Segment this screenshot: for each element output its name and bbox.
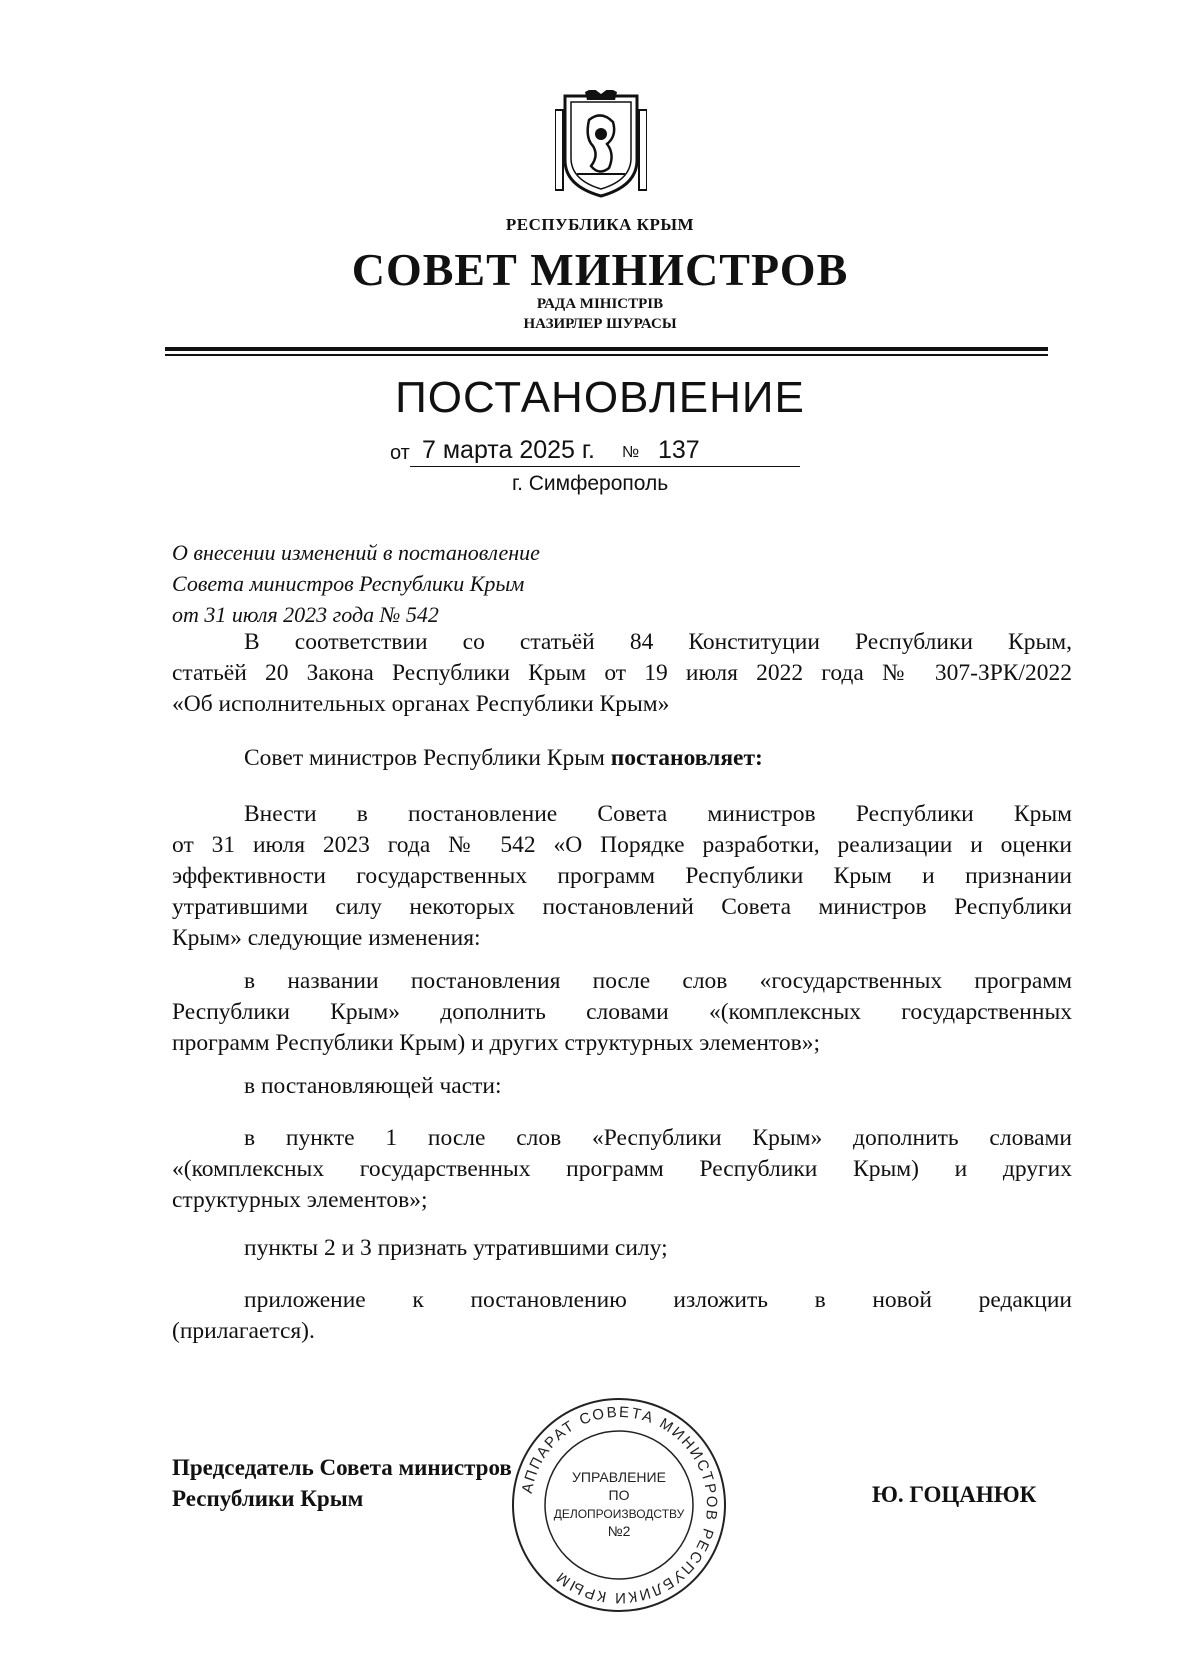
basis-paragraph <box>172 627 1072 720</box>
header-rule-thin <box>165 354 1048 356</box>
stamp-ring-text: АППАРАТ СОВЕТА МИНИСТРОВ РЕСПУБЛИКИ КРЫМ <box>518 1403 721 1607</box>
stamp-line: ДЕЛОПРОИЗВОДСТВУ <box>553 1507 685 1521</box>
svg-text:АППАРАТ СОВЕТА МИНИСТРОВ РЕСПУ <box>519 1404 720 1606</box>
stamp-line: №2 <box>607 1523 631 1539</box>
council-name-ukrainian: РАДА МІНІСТРІВ <box>536 296 664 312</box>
operative-part-paragraph <box>172 1071 1072 1102</box>
point-one-paragraph <box>172 1123 1072 1216</box>
paragraph-line: от 31 июля 2023 года № 542 «О Порядке разработки, реализации и оценки <box>172 832 1072 858</box>
number-prefix: № <box>622 444 640 461</box>
subject-line: О внесении изменений в постановление <box>172 540 540 565</box>
paragraph-line <box>172 743 1072 774</box>
decides-keyword: постановляет: <box>610 745 763 771</box>
paragraph-line: (прилагается). <box>172 1318 315 1344</box>
resolution-city: г. Симферополь <box>512 472 669 495</box>
date-prefix: от <box>390 442 410 464</box>
paragraph-line: Внести в постановление Совета министров Республики Крым <box>244 801 1072 827</box>
paragraph-line: утратившими силу некоторых постановлений Совета министров Республики <box>172 894 1072 920</box>
position-line: Председатель Совета министров <box>172 1455 512 1480</box>
council-name: СОВЕТ МИНИСТРОВ <box>351 244 849 295</box>
paragraph-line: статьёй 20 Закона Республики Крым от 19 июля 2022 года № 307-ЗРК/2022 <box>172 660 1072 686</box>
subject-line: Совета министров Республики Крым <box>172 571 525 596</box>
document-type-title: ПОСТАНОВЛЕНИЕ <box>395 373 805 422</box>
paragraph-line: структурных элементов»; <box>172 1187 428 1213</box>
appendix-paragraph <box>172 1285 1072 1347</box>
official-stamp <box>508 1394 730 1616</box>
decides-text: Совет министров Республики Крым <box>244 745 611 771</box>
council-name-crimean-tatar: НАЗИРЛЕР ШУРАСЫ <box>523 316 677 332</box>
decides-paragraph <box>172 743 1072 774</box>
paragraph-line: приложение к постановлению изложить в новой редакции <box>244 1287 1072 1313</box>
republic-name: РЕСПУБЛИКА КРЫМ <box>505 215 695 234</box>
paragraph-line: программ Республики Крым) и других структурных элементов»; <box>172 1030 821 1056</box>
paragraph-line: эффективности государственных программ Республики Крым и признании <box>172 863 1072 889</box>
resolution-number: 137 <box>658 436 700 464</box>
paragraph-line: «(комплексных государственных программ Республики Крым) и других <box>172 1156 1072 1182</box>
resolution-date: 7 марта 2025 г. <box>422 436 595 464</box>
points-repeal-paragraph <box>172 1233 1072 1264</box>
paragraph-line: В соответствии со статьёй 84 Конституции Республики Крым, <box>244 629 1072 655</box>
resolution-subject <box>172 537 540 630</box>
paragraph-line: Республики Крым» дополнить словами «(комплексных государственных <box>172 999 1072 1025</box>
header-rule-thick <box>165 347 1048 351</box>
paragraph-line: пункты 2 и 3 признать утратившими силу; <box>244 1235 668 1261</box>
stamp-line: ПО <box>608 1487 630 1503</box>
amend-paragraph <box>172 799 1072 954</box>
title-change-paragraph <box>172 966 1072 1059</box>
signatory-position <box>172 1452 512 1514</box>
signatory-name: Ю. ГОЦАНЮК <box>872 1482 1037 1507</box>
position-line: Республики Крым <box>172 1486 364 1511</box>
dateline-underline <box>410 466 800 467</box>
paragraph-line: Крым» следующие изменения: <box>172 925 481 951</box>
paragraph-line: в названии постановления после слов «государственных программ <box>244 968 1072 994</box>
paragraph-line: в пункте 1 после слов «Республики Крым» дополнить словами <box>244 1125 1072 1151</box>
paragraph-line: в постановляющей части: <box>244 1073 502 1099</box>
subject-line: от 31 июля 2023 года № 542 <box>172 602 439 627</box>
stamp-line: УПРАВЛЕНИЕ <box>572 1469 666 1485</box>
paragraph-line: «Об исполнительных органах Республики Крым» <box>172 691 670 717</box>
resolution-dateline <box>390 436 810 470</box>
crimea-coat-of-arms-icon <box>555 90 647 200</box>
